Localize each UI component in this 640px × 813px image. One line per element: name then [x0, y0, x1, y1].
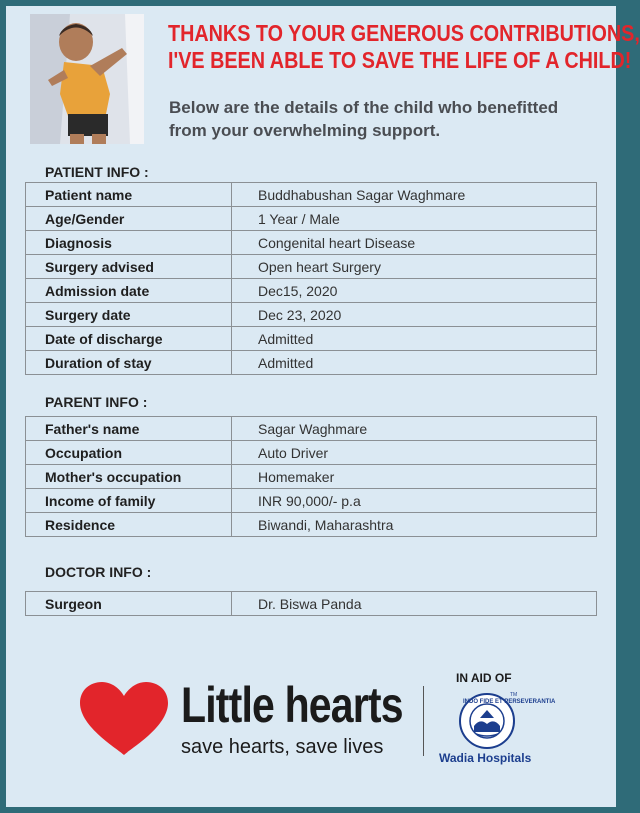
patient-info-title: PATIENT INFO :: [45, 164, 149, 180]
intro-line-2: from your overwhelming support.: [169, 121, 441, 140]
row-value: Auto Driver: [232, 441, 597, 465]
heart-icon: [78, 681, 170, 757]
row-value: Dec15, 2020: [232, 279, 597, 303]
row-value: 1 Year / Male: [232, 207, 597, 231]
table-row: [26, 327, 597, 351]
row-value: Homemaker: [232, 465, 597, 489]
table-row: [26, 351, 597, 375]
row-key: Duration of stay: [26, 351, 232, 375]
brand-tagline: save hearts, save lives: [181, 736, 384, 758]
table-row: [26, 207, 597, 231]
seal-text: INDO FIDE ET PERSEVERANTIA: [463, 699, 556, 705]
table-row: [26, 183, 597, 207]
row-key: Patient name: [26, 183, 232, 207]
partner-name: Wadia Hospitals: [439, 751, 532, 765]
wadia-seal-logo: [456, 688, 556, 750]
doctor-info-title: DOCTOR INFO :: [45, 564, 152, 580]
table-row: [26, 441, 597, 465]
row-value: Biwandi, Maharashtra: [232, 513, 597, 537]
row-key: Surgery date: [26, 303, 232, 327]
in-aid-of-label: IN AID OF: [456, 671, 512, 685]
footer-branding: [6, 666, 616, 776]
row-value: INR 90,000/- p.a: [232, 489, 597, 513]
parent-info-title: PARENT INFO :: [45, 394, 148, 410]
table-row: [26, 303, 597, 327]
row-key: Income of family: [26, 489, 232, 513]
intro-text: [169, 96, 609, 142]
row-key: Admission date: [26, 279, 232, 303]
row-key: Surgeon: [26, 592, 232, 616]
row-value: Dr. Biswa Panda: [232, 592, 597, 616]
patient-info-table: [25, 182, 597, 375]
row-value: Sagar Waghmare: [232, 417, 597, 441]
row-value: Admitted: [232, 351, 597, 375]
table-row: [26, 489, 597, 513]
row-key: Occupation: [26, 441, 232, 465]
table-row: [26, 592, 597, 616]
row-value: Dec 23, 2020: [232, 303, 597, 327]
row-key: Age/Gender: [26, 207, 232, 231]
doctor-info-table: [25, 591, 597, 616]
row-value: Admitted: [232, 327, 597, 351]
trademark-mark: TM: [510, 692, 518, 698]
table-row: [26, 279, 597, 303]
child-illustration: [30, 14, 144, 144]
table-row: [26, 465, 597, 489]
row-key: Residence: [26, 513, 232, 537]
row-value: Buddhabushan Sagar Waghmare: [232, 183, 597, 207]
row-key: Father's name: [26, 417, 232, 441]
headline-line-1: THANKS TO YOUR GENEROUS CONTRIBUTIONS,: [168, 20, 640, 46]
donation-card: [6, 6, 640, 807]
row-key: Mother's occupation: [26, 465, 232, 489]
table-row: [26, 513, 597, 537]
table-row: [26, 417, 597, 441]
headline-line-2: I'VE BEEN ABLE TO SAVE THE LIFE OF A CHILD!: [168, 47, 632, 73]
parent-info-table: [25, 416, 597, 537]
footer-divider: [423, 686, 424, 756]
row-key: Date of discharge: [26, 327, 232, 351]
row-key: Diagnosis: [26, 231, 232, 255]
row-value: Congenital heart Disease: [232, 231, 597, 255]
table-row: [26, 255, 597, 279]
thanks-headline: [168, 20, 640, 74]
row-key: Surgery advised: [26, 255, 232, 279]
brand-title: Little hearts: [181, 677, 403, 733]
child-photo: [30, 14, 144, 144]
intro-line-1: Below are the details of the child who benefitted: [169, 98, 559, 117]
row-value: Open heart Surgery: [232, 255, 597, 279]
table-row: [26, 231, 597, 255]
